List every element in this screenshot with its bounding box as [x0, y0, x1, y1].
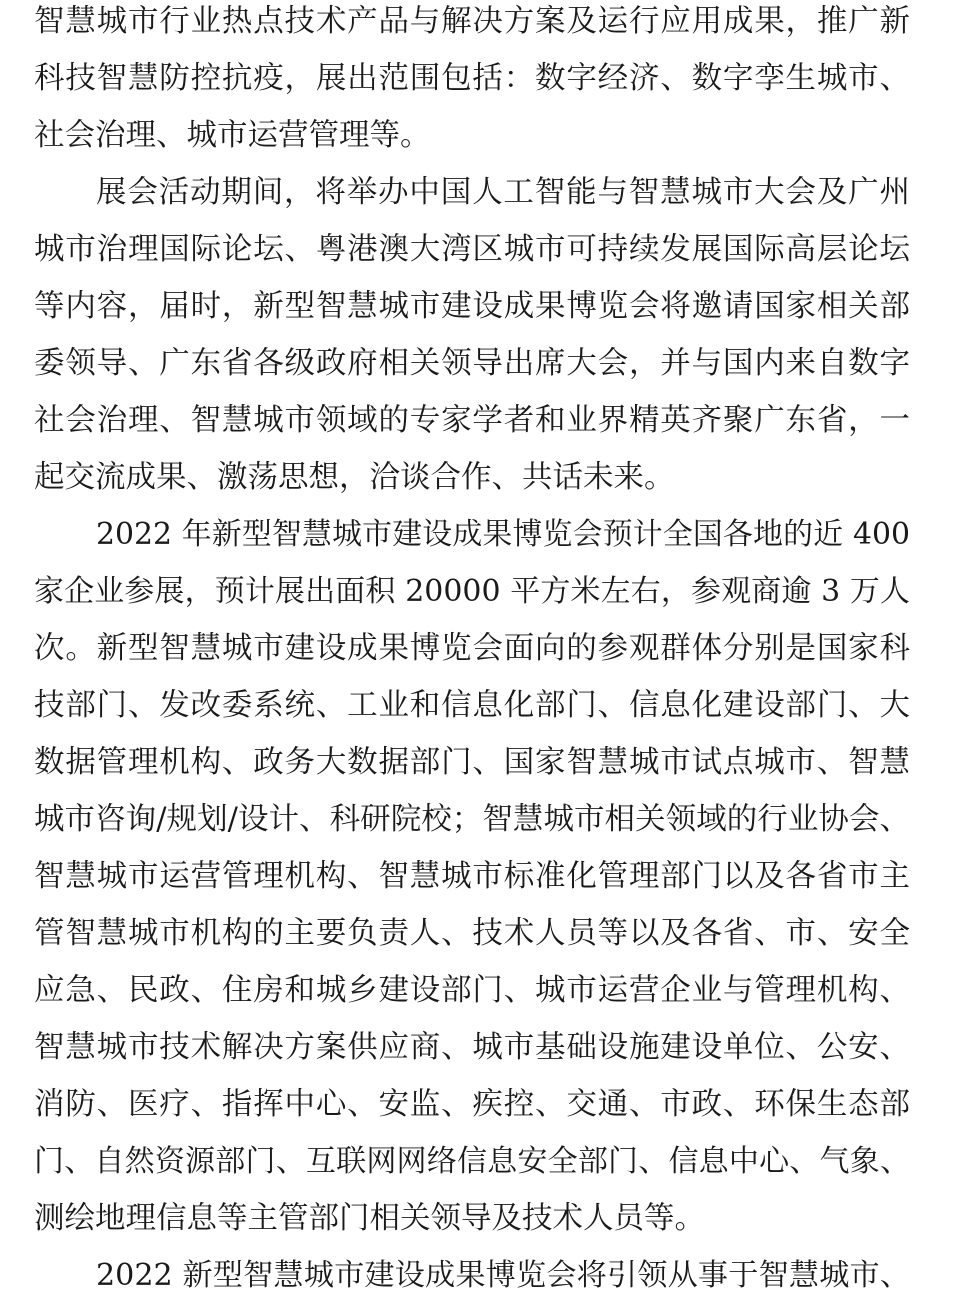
paragraph-2-line-6: 起交流成果、激荡思想，洽谈合作、共话未来。: [34, 460, 675, 495]
paragraph-2-line-5: 社会治理、智慧城市领域的专家学者和业界精英齐聚广东省，一: [34, 403, 910, 438]
paragraph-3-line-5: 数据管理机构、政务大数据部门、国家智慧城市试点城市、智慧: [34, 745, 910, 780]
paragraph-2-line-2: 城市治理国际论坛、粤港澳大湾区城市可持续发展国际高层论坛: [34, 232, 910, 267]
paragraph-3-line-9: 应急、民政、住房和城乡建设部门、城市运营企业与管理机构、: [34, 973, 910, 1008]
paragraph-3-line-10: 智慧城市技术解决方案供应商、城市基础设施建设单位、公安、: [34, 1030, 910, 1065]
paragraph-3-line-4: 技部门、发改委系统、工业和信息化部门、信息化建设部门、大: [34, 688, 910, 723]
paragraph-1-line-1: 智慧城市行业热点技术产品与解决方案及运行应用成果，推广新: [34, 4, 910, 39]
paragraph-3-line-8: 管智慧城市机构的主要负责人、技术人员等以及各省、市、安全: [34, 916, 910, 951]
paragraph-3-line-13: 测绘地理信息等主管部门相关领导及技术人员等。: [34, 1201, 705, 1236]
paragraph-3-line-3: 次。新型智慧城市建设成果博览会面向的参观群体分别是国家科: [34, 631, 910, 666]
paragraph-2-line-1: 展会活动期间，将举办中国人工智能与智慧城市大会及广州: [96, 175, 910, 210]
paragraph-3-line-1: 2022 年新型智慧城市建设成果博览会预计全国各地的近 400: [96, 517, 910, 552]
paragraph-3-line-11: 消防、医疗、指挥中心、安监、疾控、交通、市政、环保生态部: [34, 1087, 910, 1122]
paragraph-1-line-2: 科技智慧防控抗疫，展出范围包括：数字经济、数字孪生城市、: [34, 61, 910, 96]
paragraph-1-line-3: 社会治理、城市运营管理等。: [34, 118, 431, 153]
paragraph-3-line-2: 家企业参展，预计展出面积 20000 平方米左右，参观商逾 3 万人: [34, 574, 910, 609]
paragraph-3-line-12: 门、自然资源部门、互联网网络信息安全部门、信息中心、气象、: [34, 1144, 910, 1179]
paragraph-4-line-1: 2022 新型智慧城市建设成果博览会将引领从事于智慧城市、: [96, 1258, 910, 1293]
paragraph-3-line-7: 智慧城市运营管理机构、智慧城市标准化管理部门以及各省市主: [34, 859, 910, 894]
paragraph-2-line-4: 委领导、广东省各级政府相关领导出席大会，并与国内来自数字: [34, 346, 910, 381]
paragraph-3-line-6: 城市咨询/规划/设计、科研院校；智慧城市相关领域的行业协会、: [34, 802, 910, 837]
paragraph-2-line-3: 等内容，届时，新型智慧城市建设成果博览会将邀请国家相关部: [34, 289, 910, 324]
